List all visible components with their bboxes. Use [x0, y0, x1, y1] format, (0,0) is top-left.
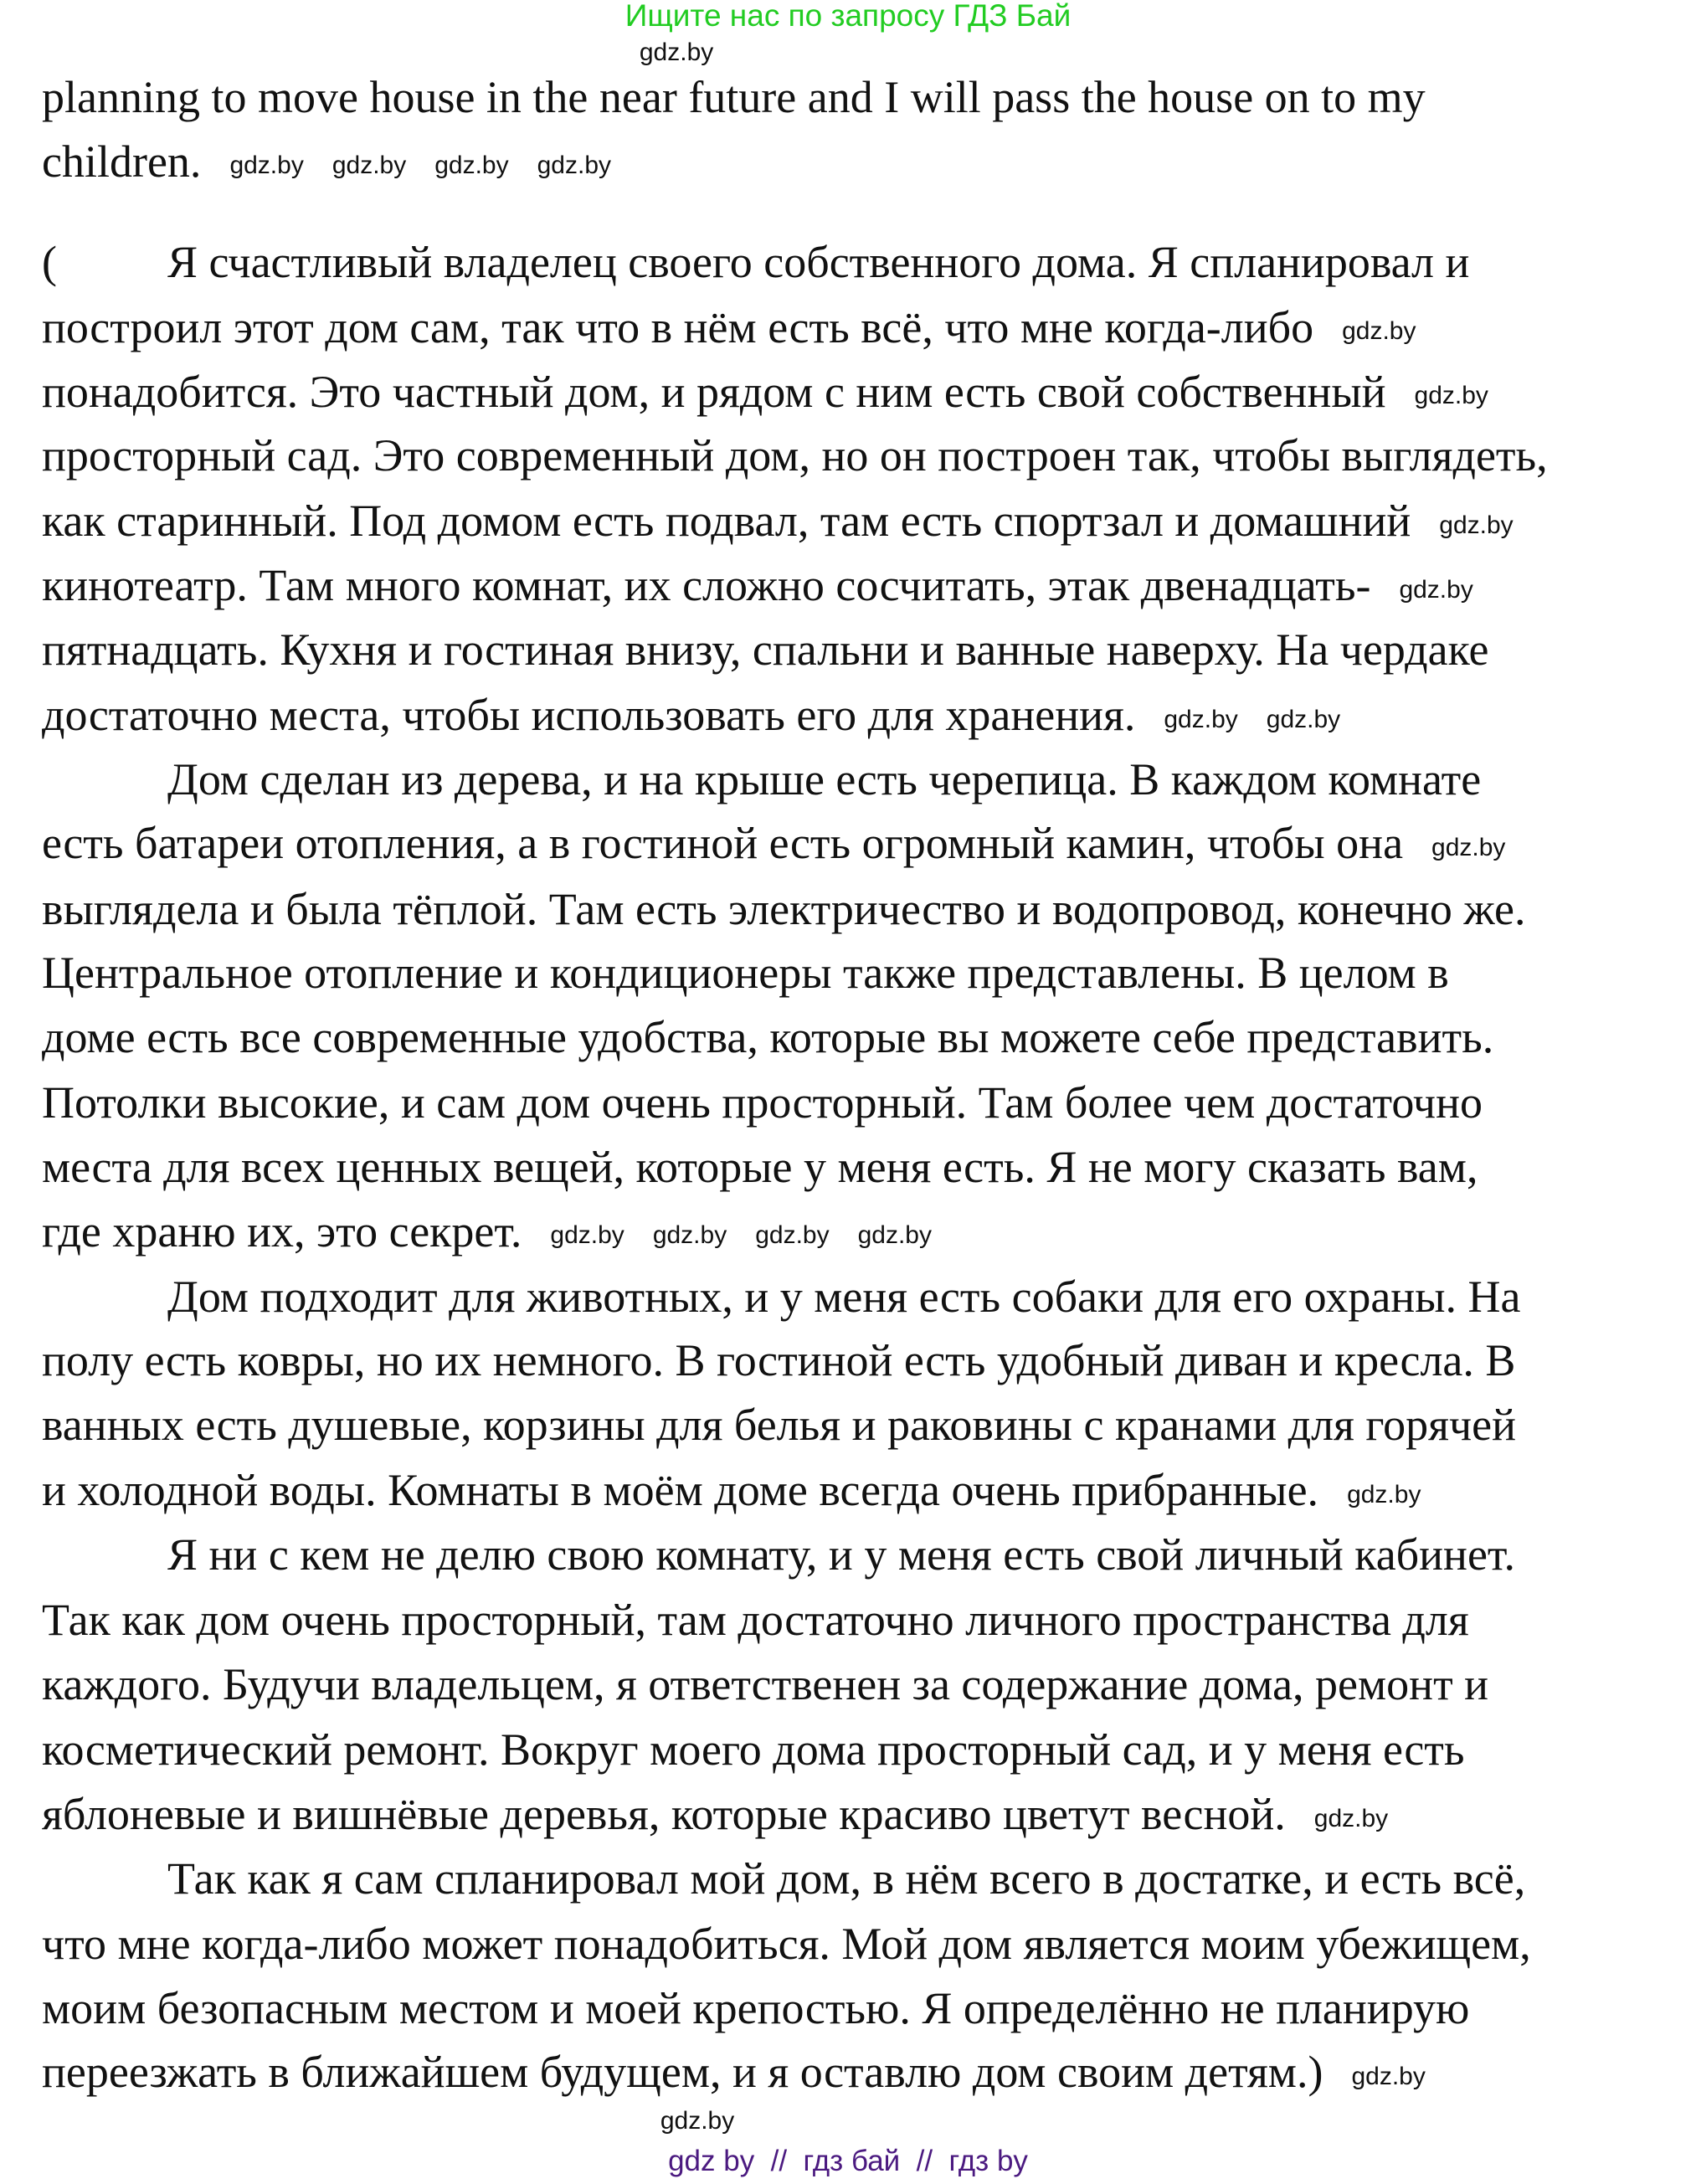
- text-line: [42, 367, 1488, 417]
- watermark: gdz.by: [1347, 1481, 1421, 1509]
- line-text: Дом подходит для животных, и у меня есть собаки для его охраны. На: [167, 1271, 1521, 1322]
- watermark: gdz.by: [331, 152, 407, 180]
- line-text: места для всех ценных вещей, которые у меня есть. Я не могу сказать вам,: [42, 1141, 1478, 1192]
- text-line: [42, 948, 1449, 998]
- text-line: [42, 1012, 1493, 1062]
- text-line: [42, 1465, 1421, 1515]
- watermark: gdz.by: [1164, 705, 1238, 733]
- line-text: есть батареи отопления, а в гостиной есть огромный камин, чтобы она: [42, 818, 1404, 869]
- text-line: [42, 1335, 1515, 1385]
- text-line: [42, 72, 1426, 122]
- search-banner: Ищите нас по запросу ГДЗ Бай: [624, 0, 1072, 33]
- text-line: [42, 1142, 1478, 1192]
- line-text: полу есть ковры, но их немного. В гостиной есть удобный диван и кресла. В: [42, 1335, 1516, 1386]
- watermark: gdz.by: [1313, 1804, 1389, 1832]
- watermark: gdz.by: [1342, 317, 1416, 346]
- text-line: [42, 818, 1505, 868]
- text-line: [42, 1919, 1531, 1969]
- line-text: пятнадцать. Кухня и гостиная внизу, спальни и ванные наверху. На чердаке: [42, 624, 1489, 675]
- text-line: [42, 1206, 932, 1256]
- text-line: [42, 1724, 1465, 1775]
- watermark: gdz.by: [660, 2107, 735, 2135]
- line-text: яблоневые и вишнёвые деревья, которые красиво цветут весной.: [42, 1788, 1286, 1839]
- line-text: моим безопасным местом и моей крепостью. Я определённо не планирую: [42, 1982, 1470, 2033]
- line-text: planning to move house in the near future and I will pass the house on to my: [42, 71, 1426, 122]
- text-line: [42, 1659, 1488, 1709]
- watermark: gdz.by: [229, 152, 304, 180]
- watermark: gdz.by: [537, 152, 611, 180]
- watermark: gdz.by: [755, 1221, 830, 1250]
- line-text: понадобится. Это частный дом, и рядом с ним есть свой собственный: [42, 366, 1386, 417]
- watermark: gdz.by: [550, 1221, 624, 1250]
- line-text: переезжать в ближайшем будущем, и я оставлю дом своим детям.): [42, 2047, 1323, 2098]
- watermark: gdz.by: [434, 152, 509, 180]
- watermark: gdz.by: [639, 39, 714, 67]
- text-line: [42, 1400, 1516, 1450]
- text-line: [42, 884, 1525, 934]
- text-line: [42, 1595, 1469, 1645]
- text-line: [42, 302, 1416, 352]
- text-line: [42, 237, 1469, 287]
- text-line: [42, 1789, 1388, 1839]
- watermark: gdz.by: [1414, 382, 1488, 410]
- text-line: [42, 1529, 1515, 1580]
- line-text: Я ни с кем не делю свою комнату, и у меня есть свой личный кабинет.: [167, 1529, 1515, 1580]
- line-text: кинотеатр. Там много комнат, их сложно сосчитать, этак двенадцать-: [42, 560, 1371, 611]
- line-text: Дом сделан из дерева, и на крыше есть черепица. В каждом комнате: [167, 753, 1482, 804]
- text-line: [42, 754, 1481, 804]
- text-line: [42, 690, 1340, 740]
- line-text: косметический ремонт. Вокруг моего дома просторный сад, и у меня есть: [42, 1724, 1465, 1775]
- line-text: достаточно места, чтобы использовать его для хранения.: [42, 690, 1136, 741]
- line-text: Так как я сам спланировал мой дом, в нём всего в достатке, и есть всё,: [167, 1853, 1526, 1904]
- text-line: [42, 2047, 1426, 2097]
- line-text: Потолки высокие, и сам дом очень просторный. Там более чем достаточно: [42, 1077, 1483, 1128]
- line-text: что мне когда-либо может понадобиться. Мой дом является моим убежищем,: [42, 1918, 1531, 1969]
- line-text: где храню их, это секрет.: [42, 1205, 522, 1256]
- line-text: каждого. Будучи владельцем, я ответственен за содержание дома, ремонт и: [42, 1659, 1489, 1709]
- watermark: gdz.by: [652, 1221, 727, 1250]
- text-line: [42, 1853, 1525, 1904]
- text-line: [42, 136, 611, 187]
- text-line: [42, 560, 1473, 610]
- watermark: gdz.by: [1439, 511, 1514, 540]
- line-text: как старинный. Под домом есть подвал, там есть спортзал и домашний: [42, 496, 1411, 547]
- line-text: Я счастливый владелец своего собственного дома. Я спланировал и: [167, 236, 1470, 287]
- line-text: и холодной воды. Комнаты в моём доме всегда очень прибранные.: [42, 1465, 1319, 1516]
- line-text: построил этот дом сам, так что в нём есть всё, что мне когда-либо: [42, 301, 1314, 352]
- text-line: [42, 496, 1514, 546]
- line-text: доме есть все современные удобства, которые вы можете себе представить.: [42, 1011, 1494, 1062]
- watermark: gdz.by: [1431, 833, 1506, 861]
- text-line: [42, 1272, 1520, 1322]
- line-text: Центральное отопление и кондиционеры также представлены. В целом в: [42, 948, 1449, 999]
- line-text: Так как дом очень просторный, там достаточно личного пространства для: [42, 1595, 1469, 1646]
- footer-links[interactable]: gdz by // гдз бай // гдз by: [668, 2145, 1028, 2177]
- line-text: children.: [42, 136, 202, 187]
- watermark: gdz.by: [1399, 575, 1473, 604]
- line-text: ванных есть душевые, корзины для белья и раковины с кранами для горячей: [42, 1400, 1517, 1451]
- text-line: [42, 1077, 1483, 1128]
- watermark: gdz.by: [1351, 2062, 1426, 2090]
- text-line: [42, 624, 1488, 675]
- text-line: [42, 430, 1548, 480]
- line-text: просторный сад. Это современный дом, но он построен так, чтобы выглядеть,: [42, 430, 1548, 481]
- paren: (: [42, 236, 57, 287]
- watermark: gdz.by: [1266, 705, 1341, 733]
- text-line: [42, 1983, 1469, 2033]
- line-text: выглядела и была тёплой. Там есть электричество и водопровод, конечно же.: [42, 883, 1526, 934]
- watermark: gdz.by: [857, 1221, 932, 1250]
